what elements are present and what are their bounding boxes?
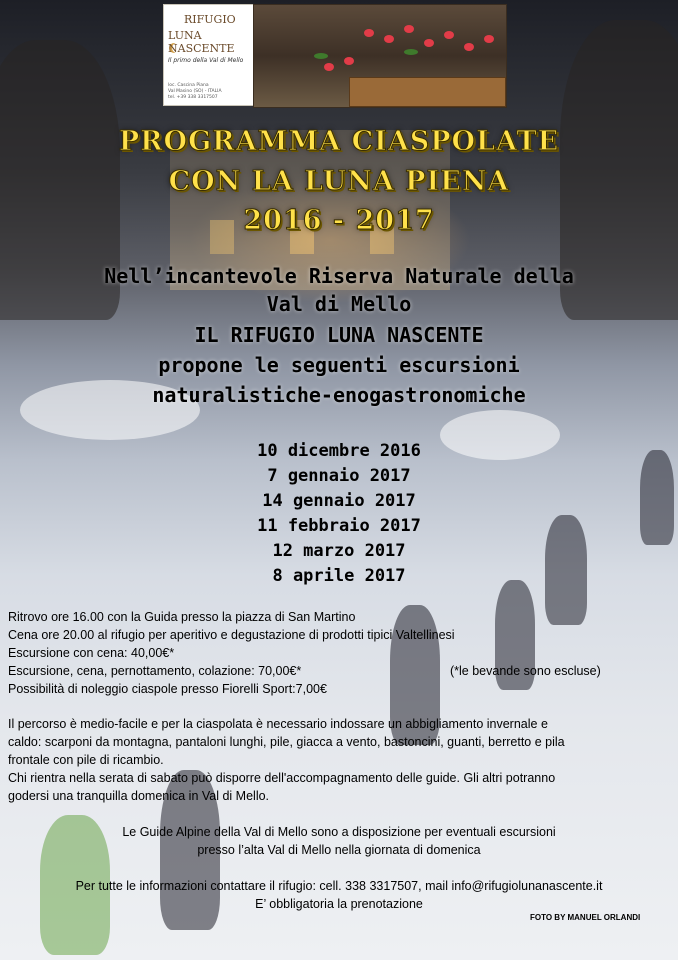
contact-line-1: Per tutte le informazioni contattare il rifugio: cell. 338 3317507, mail info@rifugiolunanascente.it bbox=[75, 879, 603, 893]
flower-shape bbox=[324, 63, 334, 71]
date-item: 12 marzo 2017 bbox=[272, 541, 406, 561]
title-line-3: 2016 - 2017 bbox=[243, 205, 435, 236]
flower-shape bbox=[424, 39, 434, 47]
flower-shape bbox=[364, 29, 374, 37]
intro-line-4: propone le seguenti escursioni bbox=[158, 353, 520, 377]
flower-shape bbox=[404, 25, 414, 33]
date-item: 8 aprile 2017 bbox=[272, 566, 406, 586]
date-item: 7 gennaio 2017 bbox=[267, 466, 411, 486]
leaf-shape bbox=[314, 53, 328, 59]
info-meeting: Ritrovo ore 16.00 con la Guida presso la piazza di San Martino bbox=[8, 610, 356, 624]
intro-line-5: naturalistiche-enogastronomiche bbox=[152, 383, 526, 407]
flower-planter-photo bbox=[253, 4, 507, 108]
route-paragraph-line: frontale con pile di ricambio. bbox=[8, 753, 164, 767]
info-drinks-note: (*le bevande sono escluse) bbox=[450, 664, 601, 678]
leaf-shape bbox=[404, 49, 418, 55]
info-price-dinner: Escursione con cena: 40,00€* bbox=[8, 646, 175, 660]
flower-shape bbox=[444, 31, 454, 39]
route-paragraph-line: Chi rientra nella serata di sabato può disporre dell'accompagnamento delle guide. Gli altri potranno bbox=[8, 771, 556, 785]
info-price-full: Escursione, cena, pernottamento, colazione: 70,00€* bbox=[8, 664, 302, 678]
flower-shape bbox=[464, 43, 474, 51]
route-paragraph-line: caldo: scarponi da montagna, pantaloni lunghi, pile, giacca a vento, bastoncini, guanti, berretto e pila bbox=[8, 735, 565, 749]
photo-credit: FOTO BY MANUEL ORLANDI bbox=[530, 913, 641, 922]
title-line-2: CON LA LUNA PIENA bbox=[168, 166, 510, 197]
date-item: 14 gennaio 2017 bbox=[262, 491, 416, 511]
route-paragraph-line: Il percorso è medio-facile e per la ciaspolata è necessario indossare un abbigliamento invernale e bbox=[8, 717, 548, 731]
flower-shape bbox=[344, 57, 354, 65]
flower-shape bbox=[384, 35, 394, 43]
guides-line-2: presso l’alta Val di Mello nella giornata di domenica bbox=[197, 843, 481, 857]
wooden-planter bbox=[349, 77, 506, 107]
date-item: 10 dicembre 2016 bbox=[257, 441, 421, 461]
logo-name-line2: LUNA NASCENTE bbox=[168, 29, 235, 55]
intro-line-1: Nell’incantevole Riserva Naturale della bbox=[104, 264, 574, 288]
info-rental: Possibilità di noleggio ciaspole presso Fiorelli Sport:7,00€ bbox=[8, 682, 327, 696]
title-line-1: PROGRAMMA CIASPOLATE bbox=[118, 126, 560, 157]
guides-line-1: Le Guide Alpine della Val di Mello sono a disposizione per eventuali escursioni bbox=[122, 825, 556, 839]
info-dinner: Cena ore 20.00 al rifugio per aperitivo e degustazione di prodotti tipici Valtellinesi bbox=[8, 628, 455, 642]
flower-shape bbox=[484, 35, 494, 43]
logo-tagline: Il primo della Val di Mello bbox=[168, 57, 244, 64]
intro-line-2: Val di Mello bbox=[266, 292, 412, 316]
date-item: 11 febbraio 2017 bbox=[257, 516, 421, 536]
logo-name-line1: RIFUGIO bbox=[184, 13, 236, 26]
logo-address: loc. Cascina Piana Val Masino (SO) - ITALIA tel. +39 338 3317507 bbox=[168, 83, 222, 100]
route-paragraph-line: godersi una tranquilla domenica in Val di Mello. bbox=[8, 789, 270, 803]
rifugio-logo bbox=[163, 4, 255, 106]
intro-line-3: IL RIFUGIO LUNA NASCENTE bbox=[194, 323, 484, 347]
booking-required: E’ obbligatoria la prenotazione bbox=[255, 897, 423, 911]
